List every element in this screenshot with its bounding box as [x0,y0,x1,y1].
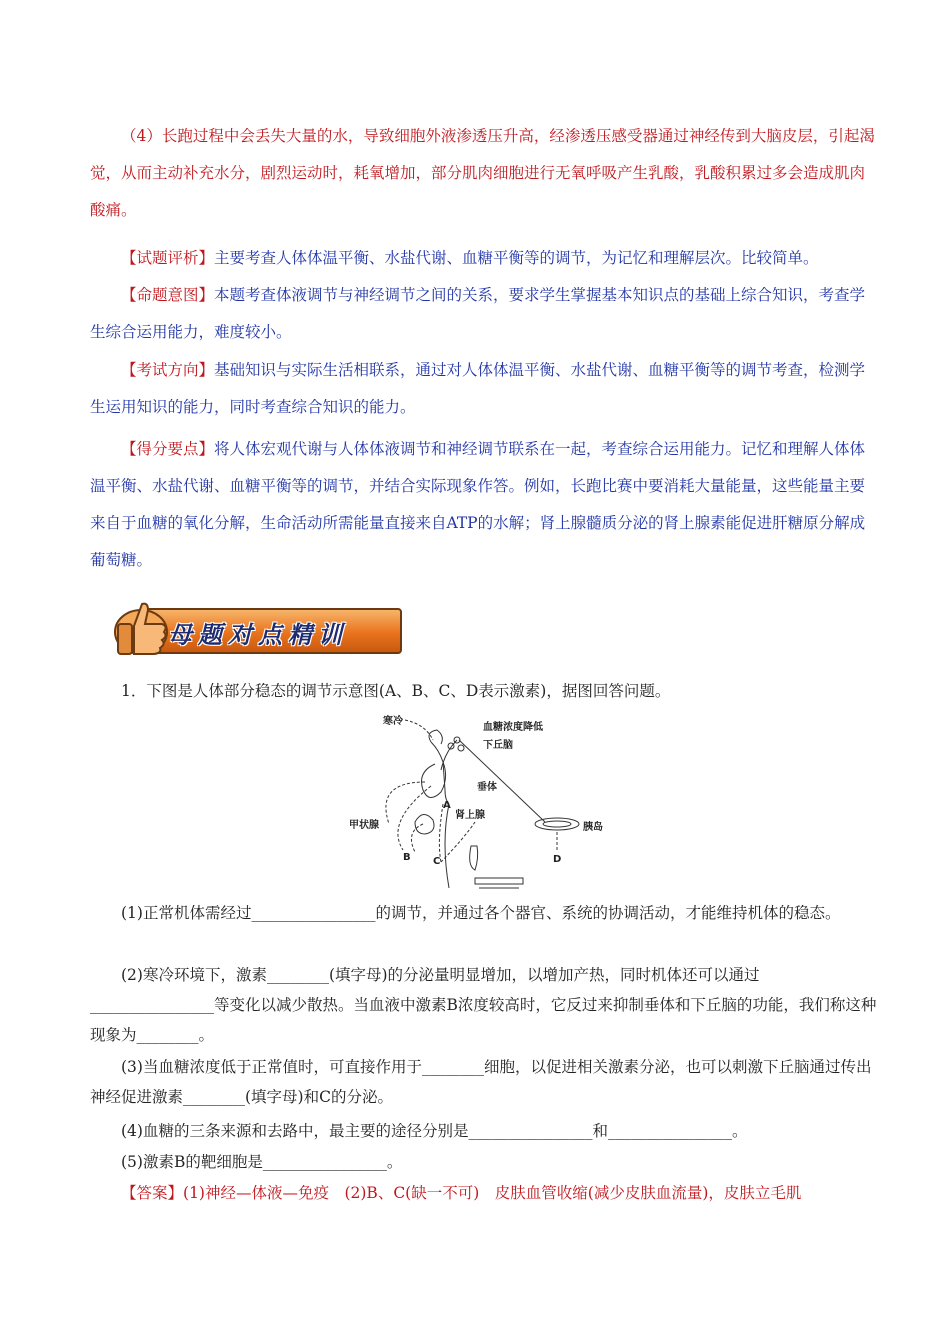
regulation-diagram [345,712,605,897]
direction-tag: 【考试方向】 [121,361,215,379]
intent-tag: 【命题意图】 [121,286,215,304]
label-b: B [403,852,411,863]
intent-paragraph [90,277,880,351]
sub-question-4: (4)血糖的三条来源和去路中，最主要的途径分别是________________和________________。 [121,1122,748,1140]
answer-part4: （4）长跑过程中会丢失大量的水，导致细胞外液渗透压升高，经渗透压感受器通过神经传到大脑皮层，引起渴觉，从而主动补充水分，剧烈运动时，耗氧增加，部分肌肉细胞进行无氧呼吸产生乳酸，乳酸积累过多会造成肌肉酸痛。 [90,127,875,219]
label-d: D [553,854,562,865]
keypoints-paragraph [90,431,880,579]
hypothalamus-shape [422,742,446,798]
review-tag: 【试题评析】 [121,249,215,267]
label-cold: 寒冷 [383,716,403,727]
thyroid-shape [415,814,434,834]
review-paragraph [90,240,880,277]
label-pituitary: 垂体 [477,782,497,793]
label-islet: 胰岛 [583,822,603,833]
keypoints-text: 将人体宏观代谢与人体体液调节和神经调节联系在一起，考查综合运用能力。记忆和理解人体体温平衡、水盐代谢、血糖平衡等的调节，并结合实际现象作答。例如，长跑比赛中要消耗大量能量，这些能量主要来自于血糖的氧化分解，生命活动所需能量直接来自ATP的水解；肾上腺髓质分泌的肾上腺素能促进肝糖原分解成葡萄糖。 [90,440,866,569]
answer-text: (1)神经—体液—免疫 (2)B、C(缺一不可) 皮肤血管收缩(减少皮肤血流量)，皮肤立毛肌 [183,1184,802,1202]
keypoints-tag: 【得分要点】 [121,440,215,458]
label-thyroid: 甲状腺 [349,820,379,831]
review-text: 主要考查人体体温平衡、水盐代谢、血糖平衡等的调节，为记忆和理解层次。比较简单。 [214,249,819,267]
sub-question-5: (5)激素B的靶细胞是________________。 [121,1153,403,1171]
label-adrenal: 肾上腺 [455,810,485,821]
nerve-line [445,804,449,888]
label-c: C [433,856,441,867]
section-banner [108,598,400,660]
sub-question-3: (3)当血糖浓度低于正常值时，可直接作用于________细胞，以促进相关激素分泌，也可以刺激下丘脑通过传出神经促进激素________(填字母)和C的分泌。 [90,1058,872,1106]
sub-question-2: (2)寒冷环境下，激素________(填字母)的分泌量明显增加，以增加产热，同时机体还可以通过________________等变化以减少散热。当血液中激素B浓度较高时，它反过来抑制垂体和下丘脑的功能，我们称这种现象为________。 [90,966,877,1044]
label-hypothalamus: 下丘脑 [483,740,513,751]
direction-text: 基础知识与实际生活相联系，通过对人体体温平衡、水盐代谢、血糖平衡等的调节考查，检测学生运用知识的能力，同时考查综合知识的能力。 [90,361,866,416]
pituitary-stalk [443,762,449,804]
label-glucose-low: 血糖浓度降低 [483,722,543,733]
direction-paragraph [90,352,880,426]
label-a: A [443,800,451,811]
question-stem: 1．下图是人体部分稳态的调节示意图(A、B、C、D表示激素)，据图回答问题。 [121,682,671,700]
answer-line [90,1178,880,1208]
banner-title: 母题对点精训 [168,620,348,649]
thumbs-up-icon [108,598,174,660]
answer-tag: 【答案】 [121,1184,184,1202]
adrenal-shape [470,846,478,870]
sub-question-1: (1)正常机体需经过________________的调节，并通过各个器官、系统的协调活动，才能维持机体的稳态。 [121,904,841,922]
intent-text: 本题考查体液调节与神经调节之间的关系，要求学生掌握基本知识点的基础上综合知识，考查学生综合运用能力，难度较小。 [90,286,866,341]
